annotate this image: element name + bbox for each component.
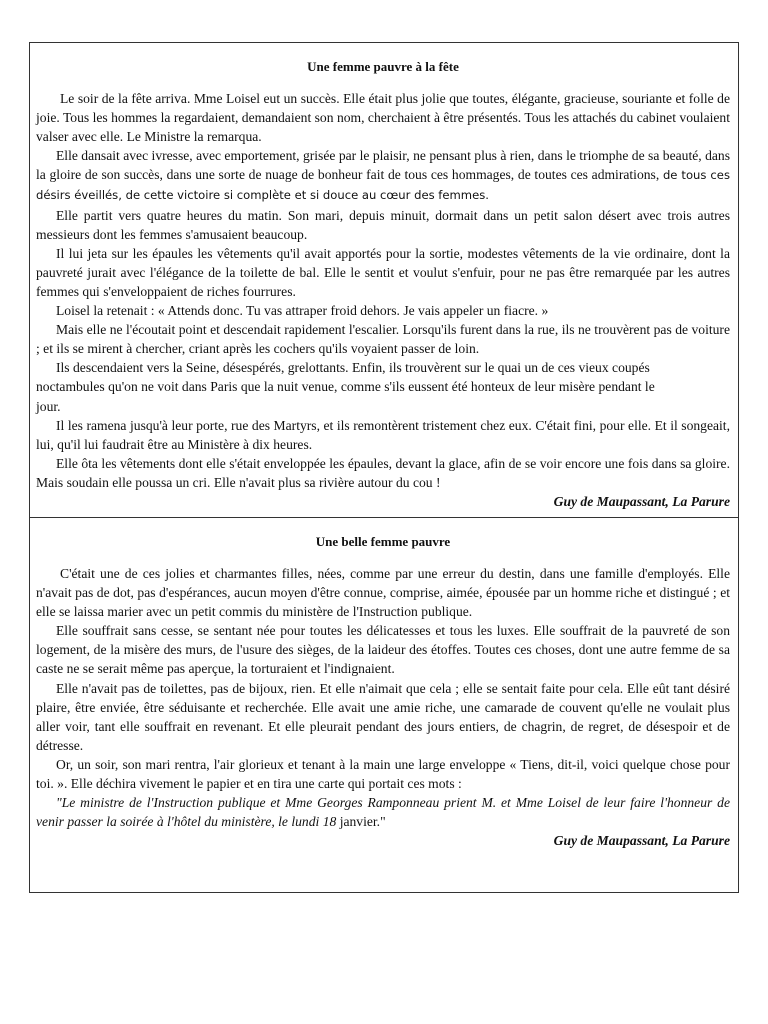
paragraph: Loisel la retenait : « Attends donc. Tu vas attraper froid dehors. Je vais appeler un fiacre. » — [56, 303, 549, 319]
excerpt-box-fete — [30, 43, 738, 518]
paragraph-line: jour. — [36, 398, 61, 414]
excerpt-box-pauvre — [30, 518, 738, 892]
paragraph-line: noctambules qu'on ne voit dans Paris que la nuit venue, comme s'ils eussent été honteux de leur misère pendant le — [36, 379, 655, 395]
quote-tail: janvier." — [336, 814, 386, 830]
quote-italic: "Le ministre de l'Instruction publique et Mme Georges Ramponneau prient M. et Mme Loisel de leur faire l'honneur de venir passer la soirée à l'hôtel du ministère, le lundi 18 — [36, 795, 730, 830]
paragraph: Or, un soir, son mari rentra, l'air glorieux et tenant à la main une large enveloppe « Tiens, dit-il, voici quelque chose pour toi. ». Elle déchira vivement le papier et en tira une carte qui portait ces mots : — [36, 756, 730, 792]
paragraph: Elle ôta les vêtements dont elle s'était enveloppée les épaules, devant la glace, afin de se voir encore une fois dans sa gloire. Mais soudain elle poussa un cri. Elle n'avait plus sa rivière autour du cou ! — [36, 455, 730, 490]
paragraph: C'était une de ces jolies et charmantes filles, nées, comme par une erreur du destin, dans une famille d'employés. Elle n'avait pas de dot, pas d'espérances, aucun moyen d'être connue, comprise, aimée, épousée par un homme riche et distingué ; et elle se laissa marier avec un petit commis du ministère de l'Instruction publique. — [36, 566, 730, 620]
signature: Guy de Maupassant, La Parure — [553, 833, 730, 849]
paragraph: Il les ramena jusqu'à leur porte, rue des Martyrs, et ils remontèrent tristement chez eux. C'était fini, pour elle. Et il songeait, lui, qu'il lui faudrait être au Ministère à dix heures. — [36, 417, 730, 452]
document-frame — [29, 42, 739, 893]
excerpt-title: Une belle femme pauvre — [315, 534, 451, 549]
invitation-quote — [36, 793, 730, 831]
signature: Guy de Maupassant, La Parure — [553, 493, 730, 509]
paragraph: Elle souffrait sans cesse, se sentant née pour toutes les délicatesses et tous les luxes. Elle souffrait de la pauvreté de son logement, de la misère des murs, de l'usure des sièges, de la laideur des étoffes. Toutes ces choses, dont une autre femme de sa caste ne se serait même pas aperçue, la torturaient et l'indignaient. — [36, 623, 730, 677]
paragraph-text: Elle dansait avec ivresse, avec emportement, grisée par le plaisir, ne pensant plus à rien, dans le triomphe de sa beauté, dans la gloire de son succès, dans une sorte de nuage de bonheur fait de tous ces hommages, de toutes ces admirations, — [36, 148, 730, 183]
excerpt-title: Une femme pauvre à la fête — [307, 59, 459, 74]
paragraph-line: Ils descendaient vers la Seine, désespérés, grelottants. Enfin, ils trouvèrent sur le quai un de ces vieux coupés — [56, 360, 650, 376]
paragraph: Elle n'avait pas de toilettes, pas de bijoux, rien. Et elle n'aimait que cela ; elle se sentait faite pour cela. Elle eût tant désiré plaire, être enviée, être séduisante et recherchée. Elle avait une amie riche, une camarade de couvent qu'elle ne voulait plus aller voir, tant elle souffrait en revenant. Et elle pleurait pendant des jours entiers, de chagrin, de regret, de désespoir et de détresse. — [36, 680, 730, 753]
paragraph: Il lui jeta sur les épaules les vêtements qu'il avait apportés pour la sortie, modestes vêtements de la vie ordinaire, dont la pauvreté jurait avec l'élégance de la toilette de bal. Elle le sentit et voulut s'enfuir, pour ne pas être remarquée par les autres femmes qui s'enveloppaient de riches fourrures. — [36, 245, 730, 299]
paragraph — [36, 146, 730, 205]
paragraph: Le soir de la fête arriva. Mme Loisel eut un succès. Elle était plus jolie que toutes, élégante, gracieuse, souriante et folle de joie. Tous les hommes la regardaient, demandaient son nom, cherchaient à être présentés. Tous les attachés du cabinet voulaient valser avec elle. Le Ministre la remarqua. — [36, 91, 730, 145]
paragraph: Mais elle ne l'écoutait point et descendait rapidement l'escalier. Lorsqu'ils furent dans la rue, ils ne trouvèrent pas de voiture ; et ils se mirent à chercher, criant après les cochers qu'ils voyaient passer de loin. — [36, 322, 730, 357]
paragraph: Elle partit vers quatre heures du matin. Son mari, depuis minuit, dormait dans un petit salon désert avec trois autres messieurs dont les femmes s'amusaient beaucoup. — [36, 207, 730, 242]
paragraph-text-alt-font: de tous ces désirs éveillés, de cette victoire si complète et si douce au cœur des femmes. — [36, 168, 730, 203]
